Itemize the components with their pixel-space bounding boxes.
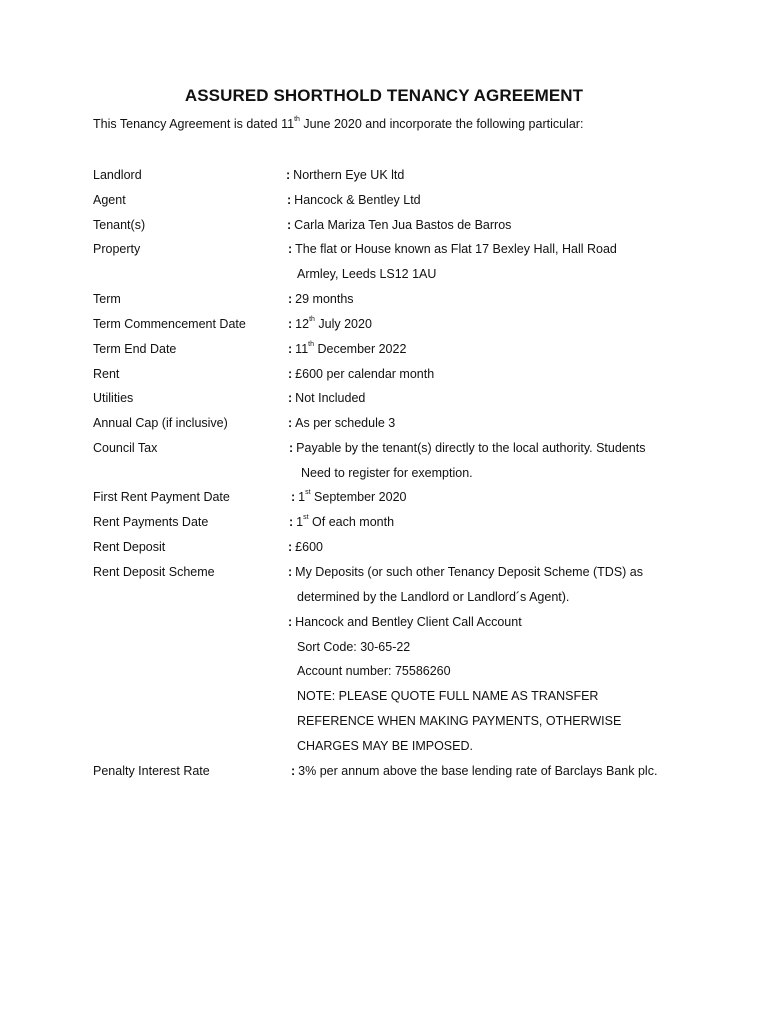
payments-date-label: Rent Payments Date	[93, 515, 209, 529]
colon: :	[288, 367, 293, 381]
term-end-sup: th	[308, 341, 314, 348]
deposit-scheme-text: My Deposits (or such other Tenancy Deposit Scheme (TDS) as	[295, 565, 643, 579]
bank-note-line3: CHARGES MAY BE IMPOSED.	[297, 739, 473, 753]
term-end-value	[288, 342, 406, 356]
intro-after: June 2020 and incorporate the following particular:	[299, 117, 584, 131]
term-value	[288, 292, 354, 306]
bank-note-line2: REFERENCE WHEN MAKING PAYMENTS, OTHERWISE	[297, 714, 622, 728]
term-start-sup: th	[309, 316, 315, 323]
agent-value	[287, 193, 421, 207]
landlord-label: Landlord	[93, 168, 142, 182]
rent-label: Rent	[93, 367, 120, 381]
tenant-text: Carla Mariza Ten Jua Bastos de Barros	[294, 218, 512, 232]
colon: :	[286, 168, 291, 182]
term-label: Term	[93, 292, 121, 306]
property-value	[288, 242, 617, 256]
colon: :	[288, 391, 293, 405]
colon: :	[287, 193, 292, 207]
colon: :	[289, 515, 294, 529]
term-end-rest: December 2022	[314, 342, 407, 356]
term-end-label: Term End Date	[93, 342, 177, 356]
colon: :	[291, 490, 296, 504]
council-tax-label: Council Tax	[93, 441, 158, 455]
colon: :	[288, 565, 293, 579]
deposit-scheme-label: Rent Deposit Scheme	[93, 565, 215, 579]
term-start-num: 12	[295, 317, 310, 331]
colon: :	[287, 218, 292, 232]
annual-cap-value	[288, 416, 395, 430]
property-label: Property	[93, 242, 141, 256]
colon: :	[288, 242, 293, 256]
deposit-scheme-value-line2: determined by the Landlord or Landlord´s Agent).	[297, 590, 570, 604]
colon: :	[291, 764, 296, 778]
bank-note-line1: NOTE: PLEASE QUOTE FULL NAME AS TRANSFER	[297, 689, 599, 703]
first-payment-label: First Rent Payment Date	[93, 490, 230, 504]
tenant-label: Tenant(s)	[93, 218, 146, 232]
colon: :	[288, 292, 293, 306]
deposit-text: £600	[295, 540, 323, 554]
colon: :	[288, 317, 293, 331]
term-start-value	[288, 317, 372, 331]
penalty-value	[291, 764, 657, 778]
colon: :	[288, 615, 293, 629]
payments-date-sup: st	[303, 514, 309, 521]
first-payment-num: 1	[298, 490, 306, 504]
colon: :	[288, 540, 293, 554]
intro-before: This Tenancy Agreement is dated 11	[93, 117, 295, 131]
bank-account-name	[288, 615, 522, 629]
payments-date-value	[289, 515, 394, 529]
utilities-text: Not Included	[295, 391, 366, 405]
property-value-line2: Armley, Leeds LS12 1AU	[297, 267, 437, 281]
colon: :	[288, 416, 293, 430]
bank-account-name-text: Hancock and Bentley Client Call Account	[295, 615, 522, 629]
tenant-value	[287, 218, 511, 232]
payments-date-rest: Of each month	[308, 515, 395, 529]
intro-sup: th	[294, 116, 300, 123]
bank-sort-code: Sort Code: 30-65-22	[297, 640, 411, 654]
agent-text: Hancock & Bentley Ltd	[294, 193, 421, 207]
utilities-value	[288, 391, 365, 405]
colon: :	[288, 342, 293, 356]
term-start-label: Term Commencement Date	[93, 317, 246, 331]
first-payment-value	[291, 490, 406, 504]
landlord-text: Northern Eye UK ltd	[293, 168, 405, 182]
property-text: The flat or House known as Flat 17 Bexley Hall, Hall Road	[295, 242, 617, 256]
deposit-label: Rent Deposit	[93, 540, 166, 554]
penalty-label: Penalty Interest Rate	[93, 764, 210, 778]
rent-text: £600 per calendar month	[295, 367, 435, 381]
term-end-num: 11	[295, 342, 309, 356]
council-tax-value-line2: Need to register for exemption.	[301, 466, 473, 480]
first-payment-rest: September 2020	[310, 490, 407, 504]
colon: :	[289, 441, 294, 455]
council-tax-value	[289, 441, 645, 455]
agent-label: Agent	[93, 193, 126, 207]
bank-account-number: Account number: 75586260	[297, 664, 451, 678]
landlord-value	[286, 168, 404, 182]
annual-cap-text: As per schedule 3	[295, 416, 396, 430]
payments-date-num: 1	[296, 515, 304, 529]
deposit-scheme-value	[288, 565, 643, 579]
penalty-text: 3% per annum above the base lending rate of Barclays Bank plc.	[298, 764, 658, 778]
utilities-label: Utilities	[93, 391, 134, 405]
annual-cap-label: Annual Cap (if inclusive)	[93, 416, 228, 430]
rent-value	[288, 367, 434, 381]
council-tax-text: Payable by the tenant(s) directly to the local authority. Students	[296, 441, 646, 455]
intro-text	[93, 117, 583, 131]
deposit-value	[288, 540, 323, 554]
first-payment-sup: st	[305, 489, 311, 496]
document-title: ASSURED SHORTHOLD TENANCY AGREEMENT	[184, 86, 584, 105]
term-text: 29 months	[295, 292, 354, 306]
term-start-rest: July 2020	[314, 317, 372, 331]
